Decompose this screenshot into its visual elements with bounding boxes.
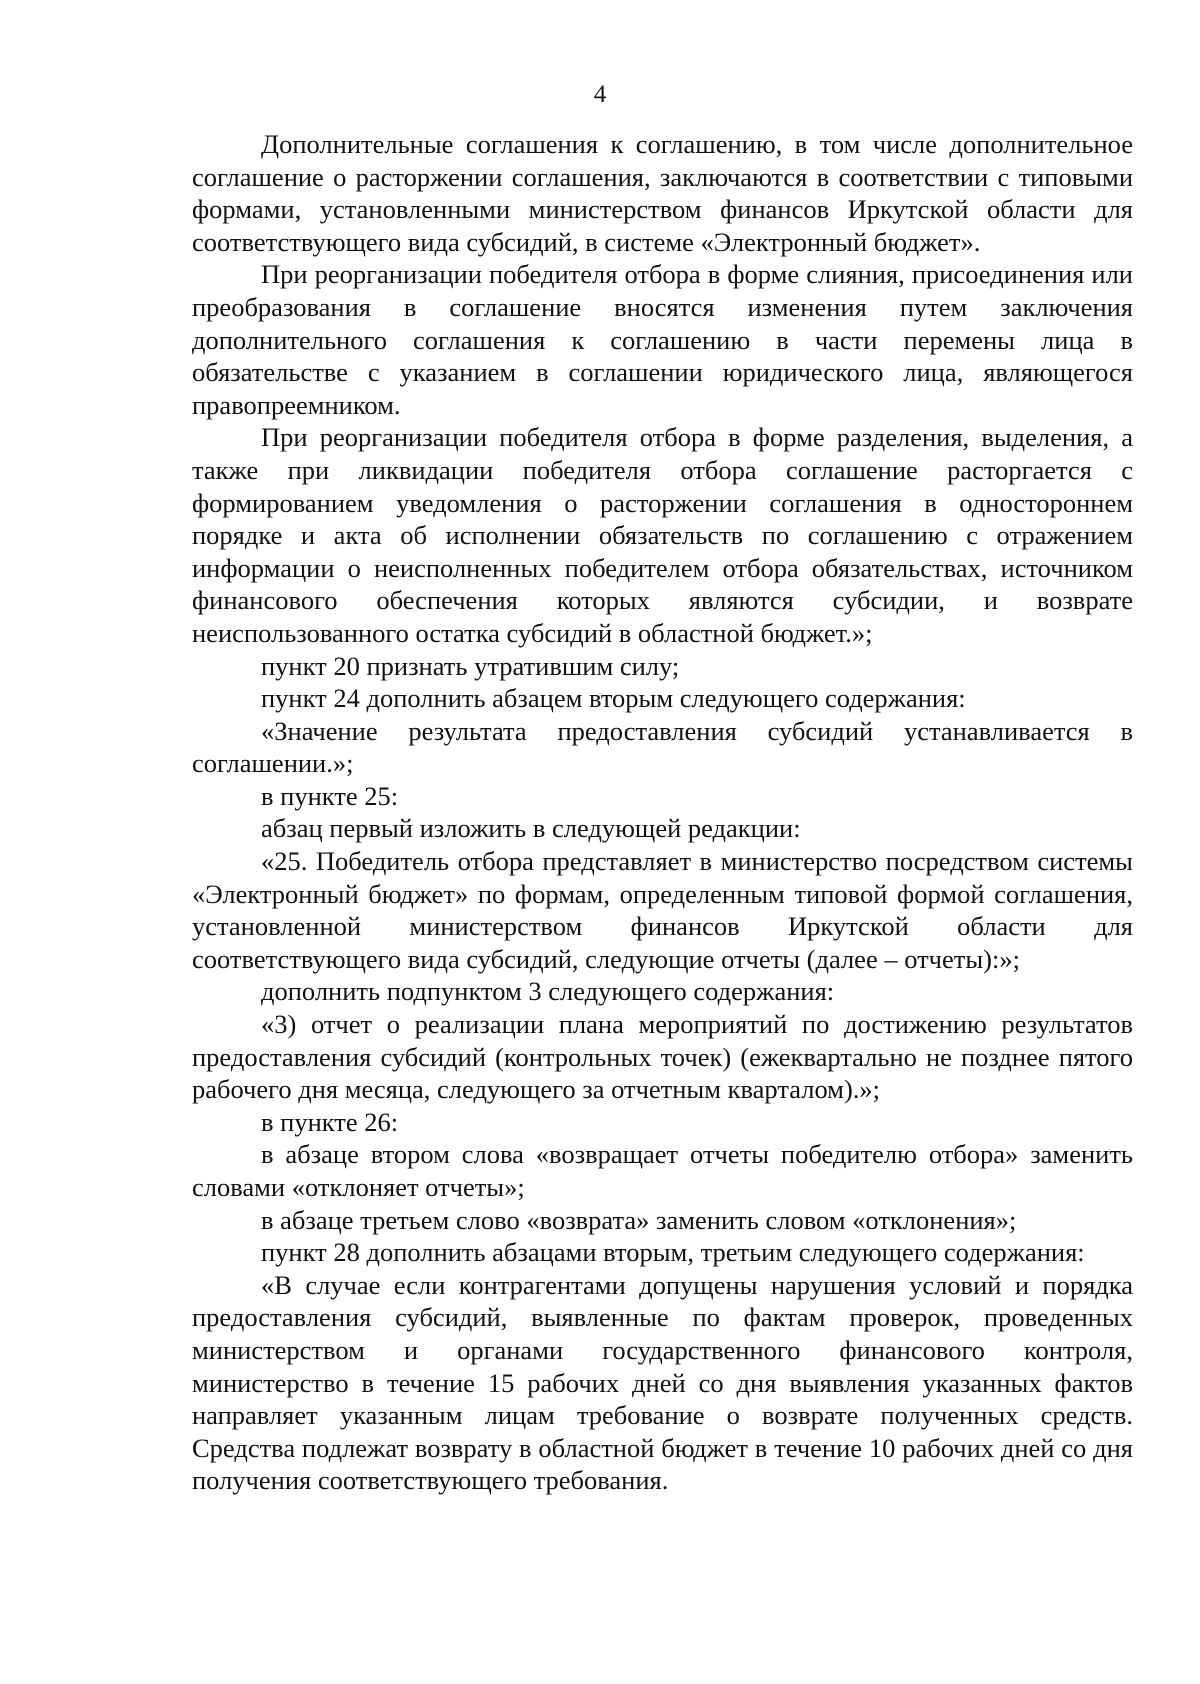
paragraph-first-clause-edit: абзац первый изложить в следующей редакции: — [261, 813, 801, 844]
paragraph-subitem-3-text: «3) отчет о реализации плана мероприятий по достижению результатов предоставления субсидий (контрольных точек) (ежеквартально не позднее пятого рабочего дня месяца, следующего за отчетным кварталом).»; — [192, 1009, 1133, 1105]
paragraph-item-25-text: «25. Победитель отбора представляет в министерство посредством системы «Электронный бюджет» по формам, определенным типовой формой соглашения, установленной министерством финансов Иркутской области для соответствующего вида субсидий, следующие отчеты (далее – отчеты):»; — [192, 846, 1133, 974]
document-body — [192, 128, 1133, 1497]
paragraph-result-value: «Значение результата предоставления субсидий устанавливается в соглашении.»; — [192, 715, 1133, 779]
paragraph-item-28: пункт 28 дополнить абзацами вторым, третьим следующего содержания: — [261, 1237, 1085, 1268]
paragraph-additional-agreements: Дополнительные соглашения к соглашению, в том числе дополнительное соглашение о расторжении соглашения, заключаются в соответствии с типовыми формами, установленными министерством финансов Иркутской области для соответствующего вида субсидий, в системе «Электронный бюджет». — [192, 129, 1133, 257]
page-number: 4 — [593, 81, 607, 108]
paragraph-item-24: пункт 24 дополнить абзацем вторым следующего содержания: — [261, 683, 966, 714]
paragraph-subitem-3: дополнить подпунктом 3 следующего содержания: — [261, 976, 835, 1007]
paragraph-item-25: в пункте 25: — [261, 780, 399, 811]
paragraph-reorganization-division: При реорганизации победителя отбора в форме разделения, выделения, а также при ликвидации победителя отбора соглашение расторгается с формированием уведомления о расторжении соглашения в одностороннем порядке и акта об исполнении обязательств по соглашению с отражением информации о неисполненных победителем отбора обязательствах, источником финансового обеспечения которых являются субсидии, и возврате неиспользованного остатка субсидий в областной бюджет.»; — [192, 422, 1133, 648]
paragraph-third-clause-word: в абзаце третьем слово «возврата» заменить словом «отклонения»; — [261, 1204, 1017, 1235]
paragraph-violations: «В случае если контрагентами допущены нарушения условий и порядка предоставления субсидий, выявленные по фактам проверок, проведенных министерством и органами государственного финансового контроля, министерство в течение 15 рабочих дней со дня выявления указанных фактов направляет указанным лицам требование о возврате полученных средств. Средства подлежат возврату в областной бюджет в течение 10 рабочих дней со дня получения соответствующего требования. — [192, 1269, 1133, 1496]
paragraph-reorganization-merger: При реорганизации победителя отбора в форме слияния, присоединения или преобразования в соглашение вносятся изменения путем заключения дополнительного соглашения к соглашению в части перемены лица в обязательстве с указанием в соглашении юридического лица, являющегося правопреемником. — [192, 259, 1133, 420]
paragraph-item-20: пункт 20 признать утратившим силу; — [261, 650, 680, 681]
paragraph-item-26: в пункте 26: — [261, 1106, 399, 1137]
paragraph-second-clause-words: в абзаце втором слова «возвращает отчеты победителю отбора» заменить словами «отклоняет отчеты»; — [192, 1139, 1133, 1202]
